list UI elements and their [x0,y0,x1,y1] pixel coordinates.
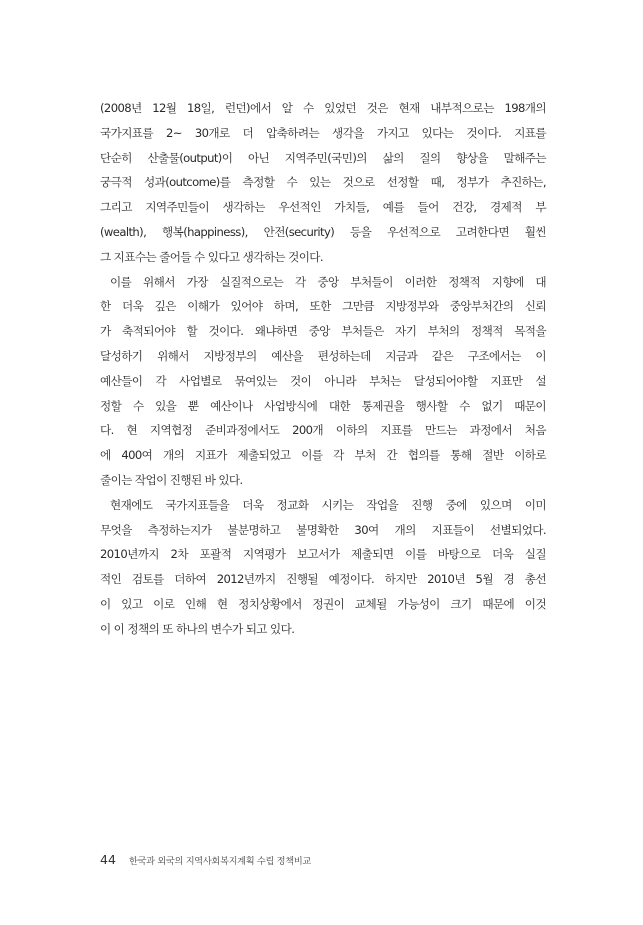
text-line: 그리고 지역주민들이 생각하는 우선적인 가치들, 예를 들어 건강, 경제적 부 [100,200,546,215]
text-line: 무엇을 측정하는지가 불분명하고 불명확한 30여 개의 지표들이 선별되었다. [100,522,546,537]
text-line: 예산들이 각 사업별로 묶여있는 것이 아니라 부처는 달성되어야할 지표만 설 [100,373,546,388]
text-line: 줄이는 작업이 진행된 바 있다. [100,472,243,487]
text-line: (wealth), 행복(happiness), 안전(security) 등을 우선적으로 고려한다면 훨씬 [100,224,546,239]
text-line: 달성하기 위해서 지방정부의 예산을 편성하는데 지금과 같은 구조에서는 이 [100,348,546,363]
paragraph-1 [100,96,546,270]
text-line: 가 축적되어야 할 것이다. 왜냐하면 중앙 부처들은 자기 부처의 정책적 목적을 [100,324,546,339]
body-text [100,96,546,642]
text-line: 한 더욱 깊은 이해가 있어야 하며, 또한 그만큼 지방정부와 중앙부처간의 신뢰 [100,299,546,314]
page-number: 44 [100,852,116,867]
text-line: 현재에도 국가지표들을 더욱 정교화 시키는 작업을 진행 중에 있으며 이미 [110,497,546,512]
text-line: 2010년까지 2차 포괄적 지역평가 보고서가 제출되면 이를 바탕으로 더욱 실질 [100,547,546,562]
text-line: 적인 검토를 더하여 2012년까지 진행될 예정이다. 하지만 2010년 5월 경 총선 [100,572,546,587]
text-line: 이 있고 이로 인해 현 정치상황에서 정권이 교체될 가능성이 크기 때문에 이것 [100,596,546,611]
text-line: 정할 수 있을 뿐 예산이나 사업방식에 대한 통제권을 행사할 수 없기 때문이 [100,398,546,413]
text-line: 이 이 정책의 또 하나의 변수가 되고 있다. [100,621,295,636]
text-line: 그 지표수는 줄어들 수 있다고 생각하는 것이다. [100,249,323,264]
text-line: 궁극적 성과(outcome)를 측정할 수 있는 것으로 선정할 때, 정부가 추진하는, [100,175,546,190]
text-line: 에 400여 개의 지표가 제출되었고 이를 각 부처 간 협의를 통해 절반 이하로 [100,448,546,463]
paragraph-2 [100,270,546,493]
text-line: 단순히 산출물(output)이 아닌 지역주민(국민)의 삶의 질의 향상을 말해주는 [100,150,546,165]
text-line: 국가지표를 2~ 30개로 더 압축하려는 생각을 가지고 있다는 것이다. 지표를 [100,125,546,140]
text-line: 이를 위해서 가장 실질적으로는 각 중앙 부처들이 이러한 정책적 지향에 대 [110,274,546,289]
text-line: 다. 현 지역협정 준비과정에서도 200개 이하의 지표를 만드는 과정에서 처음 [100,423,546,438]
paragraph-3 [100,493,546,642]
text-line: (2008년 12월 18일, 런던)에서 알 수 있었던 것은 현재 내부적으로는 198개의 [100,101,546,115]
page-footer [100,849,311,868]
running-title: 한국과 외국의 지역사회복지계획 수립 정책비교 [129,856,311,867]
